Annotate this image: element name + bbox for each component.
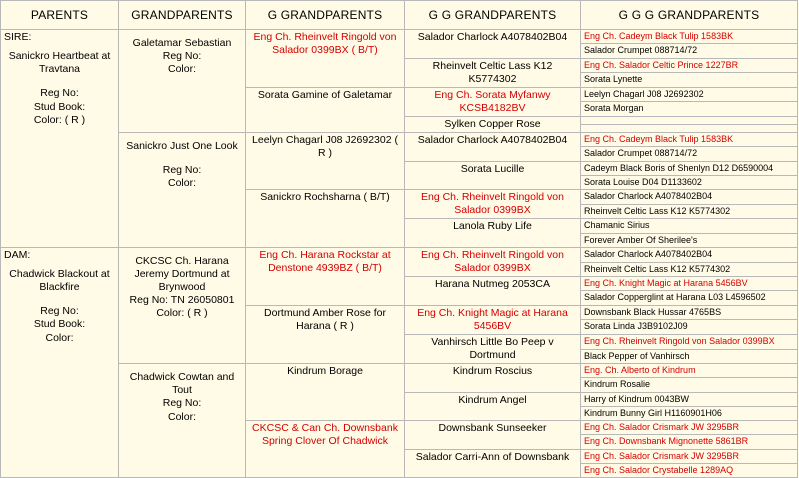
- gp-color: Color:: [167, 177, 196, 190]
- dam-color: Color:: [45, 331, 74, 344]
- sire-name: Sanickro Heartbeat at Travtana: [8, 50, 111, 76]
- gggp-14: Kindrum Angel: [405, 392, 581, 421]
- ggggp-8: [581, 125, 798, 133]
- gp-color: Color:: [167, 410, 196, 423]
- ggggp-4: Sorata Lynette: [581, 73, 798, 88]
- ggggp-26: Kindrum Rosalie: [581, 378, 798, 392]
- dam-label: DAM:: [4, 248, 31, 261]
- ggp-4: Sanickro Rochsharna ( B/T): [246, 190, 405, 248]
- gp-color: Color:: [167, 63, 196, 76]
- ggggp-25: Eng. Ch. Alberto of Kindrum: [581, 364, 798, 378]
- ggggp-13: Salador Charlock A4078402B04: [581, 190, 798, 205]
- sire-label: SIRE:: [4, 31, 32, 43]
- header-row: [1, 1, 798, 30]
- gggp-7: Eng Ch. Rheinvelt Ringold von Salador 0399BX: [405, 190, 581, 219]
- gggp-5: Salador Charlock A4078402B04: [405, 133, 581, 162]
- gggp-16: Salador Carri-Ann of Downsbank: [405, 449, 581, 478]
- ggp-7: Kindrum Borage: [246, 364, 405, 421]
- ggggp-27: Harry of Kindrum 0043BW: [581, 392, 798, 406]
- gggp-2: Rheinvelt Celtic Lass K12 K5774302: [405, 58, 581, 87]
- gp-color: Color: ( R ): [156, 307, 208, 320]
- dam-reg: Reg No:: [40, 305, 79, 318]
- header-parents: PARENTS: [1, 1, 119, 30]
- dam-stud: Stud Book:: [33, 318, 86, 331]
- ggggp-10: Salador Crumpet 088714/72: [581, 147, 798, 161]
- gggp-1: Salador Charlock A4078402B04: [405, 30, 581, 59]
- ggggp-29: Eng Ch. Salador Crismark JW 3295BR: [581, 421, 798, 435]
- gggp-9: Eng Ch. Rheinvelt Ringold von Salador 0399BX: [405, 247, 581, 276]
- header-g-grandparents: G GRANDPARENTS: [246, 1, 405, 30]
- ggggp-30: Eng Ch. Downsbank Mignonette 5861BR: [581, 435, 798, 449]
- gp-reg: Reg No:: [162, 50, 202, 63]
- gggp-15: Downsbank Sunseeker: [405, 421, 581, 450]
- sire-reg: Reg No:: [40, 87, 79, 100]
- ggggp-24: Black Pepper of Vanhirsch: [581, 349, 798, 364]
- gggp-3: Eng Ch. Sorata Myfanwy KCSB4182BV: [405, 87, 581, 116]
- ggggp-3: Eng Ch. Salador Celtic Prince 1227BR: [581, 58, 798, 73]
- gggp-6: Sorata Lucille: [405, 161, 581, 190]
- ggggp-21: Downsbank Black Hussar 4765BS: [581, 305, 798, 320]
- dam-cell: [1, 247, 119, 477]
- ggggp-28: Kindrum Bunny Girl H1160901H06: [581, 406, 798, 420]
- ggggp-19: Eng Ch. Knight Magic at Harana 5456BV: [581, 277, 798, 291]
- ggggp-9: Eng Ch. Cadeym Black Tulip 1583BK: [581, 133, 798, 147]
- gp-name: Galetamar Sebastian: [132, 37, 232, 49]
- gggp-8: Lanola Ruby Life: [405, 219, 581, 248]
- gp-name: CKCSC Ch. Harana Jeremy Dortmund at Brynwood: [134, 254, 230, 294]
- header-grandparents: GRANDPARENTS: [119, 1, 246, 30]
- ggggp-6: Sorata Morgan: [581, 102, 798, 117]
- sire-cell: [1, 30, 119, 248]
- gp-reg: Reg No:: [162, 164, 202, 177]
- gggp-13: Kindrum Roscius: [405, 364, 581, 393]
- ggp-5: Eng Ch. Harana Rockstar at Denstone 4939BZ ( B/T): [246, 247, 405, 305]
- ggggp-5: Leelyn Chagarl J08 J2692302: [581, 87, 798, 102]
- gggp-10: Harana Nutmeg 2053CA: [405, 277, 581, 306]
- ggggp-16: Forever Amber Of Sherilee's: [581, 233, 798, 247]
- ggp-8: CKCSC & Can Ch. Downsbank Spring Clover Of Chadwick: [246, 421, 405, 478]
- ggggp-17: Salador Charlock A4078402B04: [581, 247, 798, 262]
- ggggp-1: Eng Ch. Cadeym Black Tulip 1583BK: [581, 30, 798, 44]
- ggggp-18: Rheinvelt Celtic Lass K12 K5774302: [581, 262, 798, 277]
- gggp-11: Eng Ch. Knight Magic at Harana 5456BV: [405, 305, 581, 334]
- header-g-g-grandparents: G G GRANDPARENTS: [405, 1, 581, 30]
- gp-name: Sanickro Just One Look: [126, 140, 238, 153]
- ggggp-23: Eng Ch. Rheinvelt Ringold von Salador 0399BX: [581, 334, 798, 349]
- gggp-4: Sylken Copper Rose: [405, 117, 581, 133]
- ggggp-2: Salador Crumpet 088714/72: [581, 44, 798, 58]
- ggggp-32: Eng Ch. Salador Crystabelle 1289AQ: [581, 463, 798, 477]
- ggggp-11: Cadeym Black Boris of Shenlyn D12 D6590004: [581, 161, 798, 175]
- grandparent-sire-sire: [119, 30, 246, 133]
- dam-name: Chadwick Blackout at Blackfire: [9, 268, 110, 294]
- grandparent-dam-sire: [119, 247, 246, 363]
- ggggp-22: Sorata Linda J3B9102J09: [581, 320, 798, 335]
- gp-reg: Reg No: TN 26050801: [129, 294, 235, 307]
- gggp-12: Vanhirsch Little Bo Peep v Dortmund: [405, 334, 581, 363]
- ggp-2: Sorata Gamine of Galetamar: [246, 87, 405, 132]
- ggggp-14: Rheinvelt Celtic Lass K12 K5774302: [581, 204, 798, 219]
- sire-stud: Stud Book:: [33, 100, 86, 113]
- ggggp-20: Salador Copperglint at Harana L03 L4596502: [581, 291, 798, 305]
- gp-name: Chadwick Cowtan and Tout: [129, 371, 235, 397]
- header-g-g-g-grandparents: G G G GRANDPARENTS: [581, 1, 798, 30]
- grandparent-dam-dam: [119, 364, 246, 478]
- ggggp-12: Sorata Louise D04 D1133602: [581, 175, 798, 189]
- sire-color: Color: ( R ): [33, 113, 86, 126]
- ggggp-7: [581, 117, 798, 125]
- grandparent-sire-dam: [119, 133, 246, 248]
- ggp-1: Eng Ch. Rheinvelt Ringold von Salador 0399BX ( B/T): [246, 30, 405, 88]
- gp-reg: Reg No:: [162, 397, 202, 410]
- ggggp-31: Eng Ch. Salador Crismark JW 3295BR: [581, 449, 798, 463]
- ggggp-15: Chamanic Sirius: [581, 219, 798, 233]
- ggp-6: Dortmund Amber Rose for Harana ( R ): [246, 305, 405, 364]
- ggp-3: Leelyn Chagarl J08 J2692302 ( R ): [246, 133, 405, 190]
